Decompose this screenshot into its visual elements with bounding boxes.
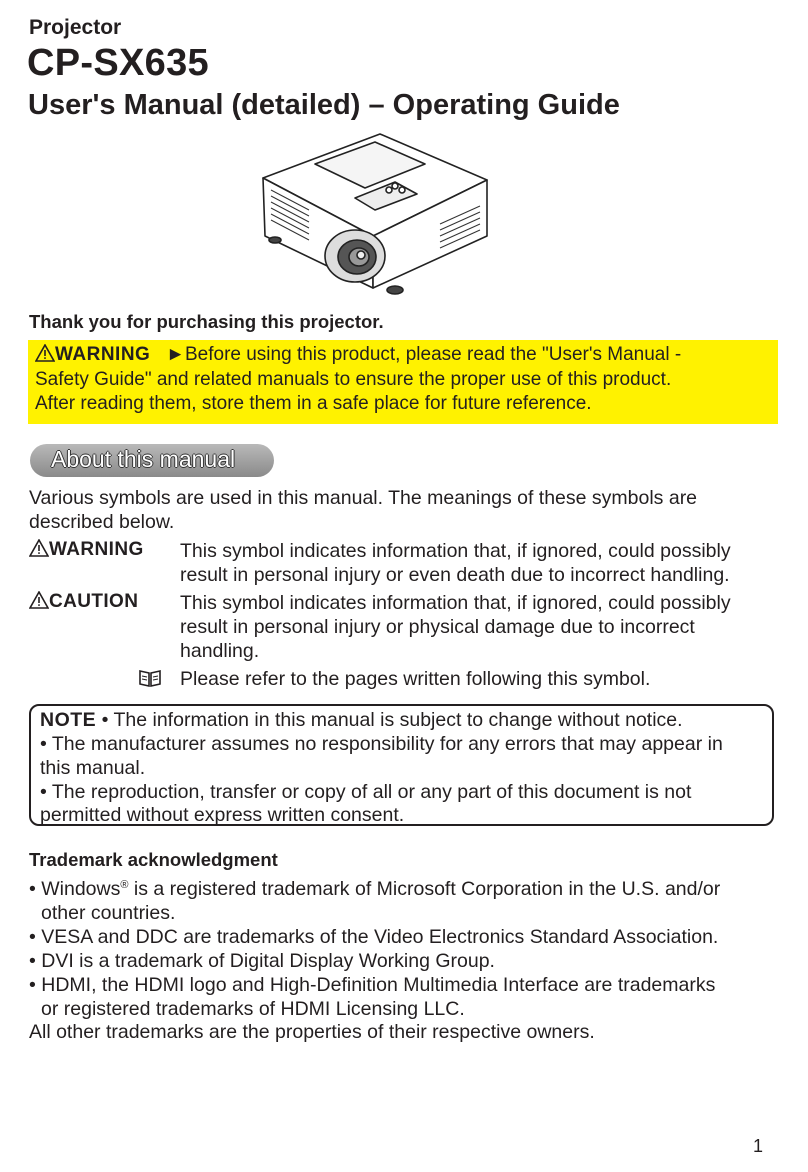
warning-triangle-icon	[35, 344, 55, 362]
model-name: CP-SX635	[27, 42, 209, 84]
manual-title: User's Manual (detailed) – Operating Guide	[28, 89, 620, 121]
intro-line-2: described below.	[29, 511, 175, 533]
trademark-heading: Trademark acknowledgment	[29, 849, 278, 870]
trademark-item-1-cont: other countries.	[41, 902, 176, 924]
note-box	[29, 704, 774, 826]
thanks-text: Thank you for purchasing this projector.	[29, 311, 384, 332]
warning-desc-1: This symbol indicates information that, if ignored, could possibly	[180, 540, 731, 562]
note-label: NOTE	[40, 709, 97, 731]
note-line-5: permitted without express written consent.	[40, 804, 405, 826]
caution-desc-3: handling.	[180, 640, 260, 662]
warning-line-3: After reading them, store them in a safe place for future reference.	[35, 393, 592, 414]
trademark-item-4-cont: or registered trademarks of HDMI Licensing LLC.	[41, 998, 465, 1020]
section-heading-about: About this manual	[30, 444, 274, 477]
trademark-item-2: • VESA and DDC are trademarks of the Video Electronics Standard Association.	[29, 926, 719, 948]
note-line-1: • The information in this manual is subject to change without notice.	[101, 709, 683, 731]
note-line-3: this manual.	[40, 757, 146, 779]
intro-line-1: Various symbols are used in this manual. The meanings of these symbols are	[29, 487, 698, 509]
warning-symbol: WARNING	[29, 539, 144, 561]
page-number: 1	[753, 1136, 764, 1156]
projector-illustration	[255, 128, 495, 306]
caution-triangle-icon	[29, 591, 49, 609]
book-desc: Please refer to the pages written following this symbol.	[180, 668, 651, 690]
arrow-icon: ►	[166, 344, 185, 365]
book-icon	[138, 668, 162, 688]
warning-line-1: Before using this product, please read the "User's Manual -	[184, 344, 682, 365]
note-line-4: • The reproduction, transfer or copy of all or any part of this document is not	[40, 781, 692, 803]
trademark-item-4: • HDMI, the HDMI logo and High-Definition Multimedia Interface are trademarks	[29, 974, 716, 996]
warning-label: WARNING	[55, 344, 151, 365]
trademark-item-1: • Windows® is a registered trademark of Microsoft Corporation in the U.S. and/or	[29, 878, 721, 900]
warning-desc-2: result in personal injury or even death due to incorrect handling.	[180, 564, 730, 586]
caution-desc-1: This symbol indicates information that, if ignored, could possibly	[180, 592, 731, 614]
warning-triangle-icon	[29, 539, 49, 557]
note-line-2: • The manufacturer assumes no responsibility for any errors that may appear in	[40, 733, 723, 755]
warning-line-2: Safety Guide" and related manuals to ensure the proper use of this product.	[35, 369, 672, 390]
warning-box	[28, 340, 778, 424]
caution-desc-2: result in personal injury or physical damage due to incorrect	[180, 616, 695, 638]
trademark-item-3: • DVI is a trademark of Digital Display Working Group.	[29, 950, 495, 972]
trademark-closing: All other trademarks are the properties of their respective owners.	[29, 1021, 595, 1043]
caution-symbol: CAUTION	[29, 591, 138, 613]
product-category: Projector	[29, 16, 122, 39]
